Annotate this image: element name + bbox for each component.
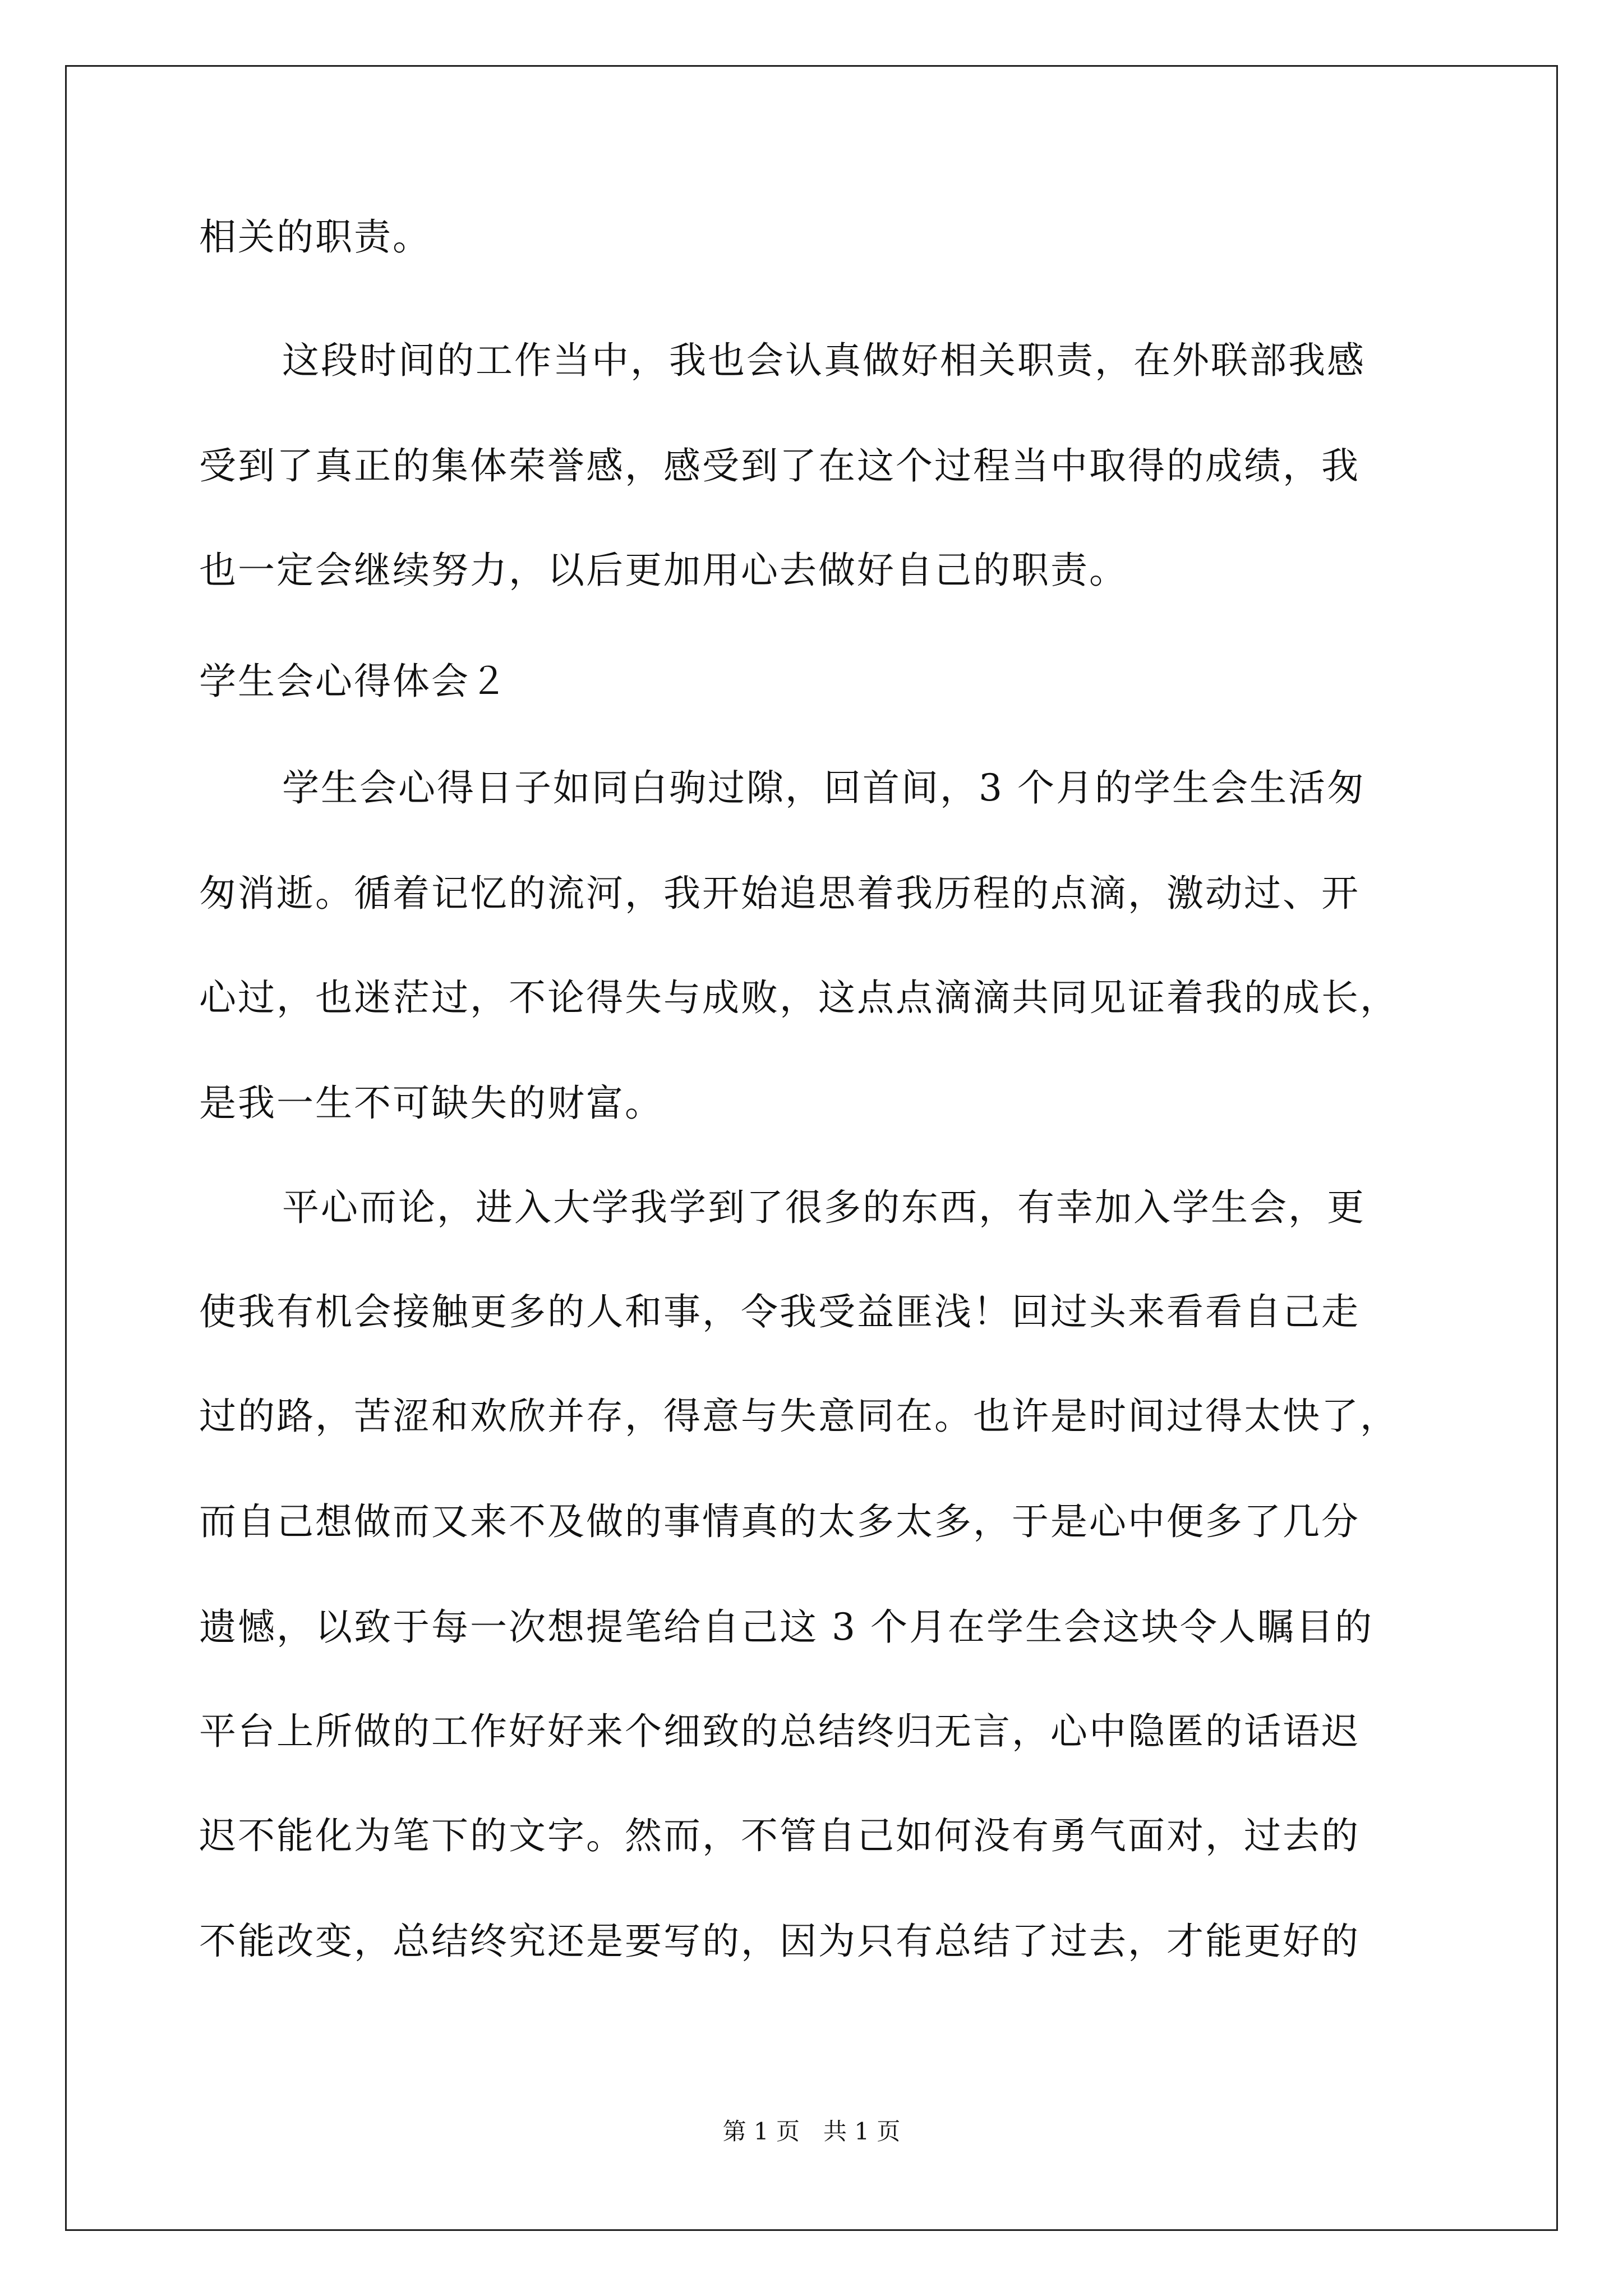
text-line: 相关的职责。 bbox=[199, 215, 431, 259]
text-line: 不能改变，总结终究还是要写的，因为只有总结了过去，才能更好的 bbox=[199, 1920, 1360, 1963]
paragraph-first-line: 这段时间的工作当中，我也会认真做好相关职责，在外联部我感 bbox=[282, 339, 1366, 382]
text-line: 也一定会继续努力，以后更加用心去做好自己的职责。 bbox=[199, 549, 1128, 592]
text-line: 平台上所做的工作好好来个细致的总结终归无言，心中隐匿的话语迟 bbox=[199, 1710, 1360, 1753]
text-line: 遗憾，以致于每一次想提笔给自己这 3 个月在学生会这块令人瞩目的 bbox=[199, 1605, 1373, 1649]
page-number-footer: 第 1 页 共 1 页 bbox=[722, 2118, 901, 2145]
text-line: 是我一生不可缺失的财富。 bbox=[199, 1082, 663, 1125]
text-line: 过的路，苦涩和欢欣并存，得意与失意同在。也许是时间过得太快了， bbox=[199, 1395, 1399, 1438]
text-line: 心过，也迷茫过，不论得失与成败，这点点滴滴共同见证着我的成长， bbox=[199, 976, 1399, 1019]
text-line: 受到了真正的集体荣誉感，感受到了在这个过程当中取得的成绩，我 bbox=[199, 444, 1360, 487]
text-line: 匆消逝。循着记忆的流河，我开始追思着我历程的点滴，激动过、开 bbox=[199, 872, 1360, 915]
section-heading: 学生会心得体会２ bbox=[199, 660, 509, 703]
paragraph-first-line: 学生会心得日子如同白驹过隙，回首间，3 个月的学生会生活匆 bbox=[282, 766, 1366, 809]
text-line: 而自己想做而又来不及做的事情真的太多太多，于是心中便多了几分 bbox=[199, 1500, 1360, 1543]
text-line: 使我有机会接触更多的人和事，令我受益匪浅！回过头来看看自己走 bbox=[199, 1290, 1360, 1333]
page-border bbox=[65, 65, 1558, 2231]
text-line: 迟不能化为笔下的文字。然而，不管自己如何没有勇气面对，过去的 bbox=[199, 1814, 1360, 1857]
paragraph-first-line: 平心而论，进入大学我学到了很多的东西，有幸加入学生会，更 bbox=[282, 1186, 1366, 1229]
